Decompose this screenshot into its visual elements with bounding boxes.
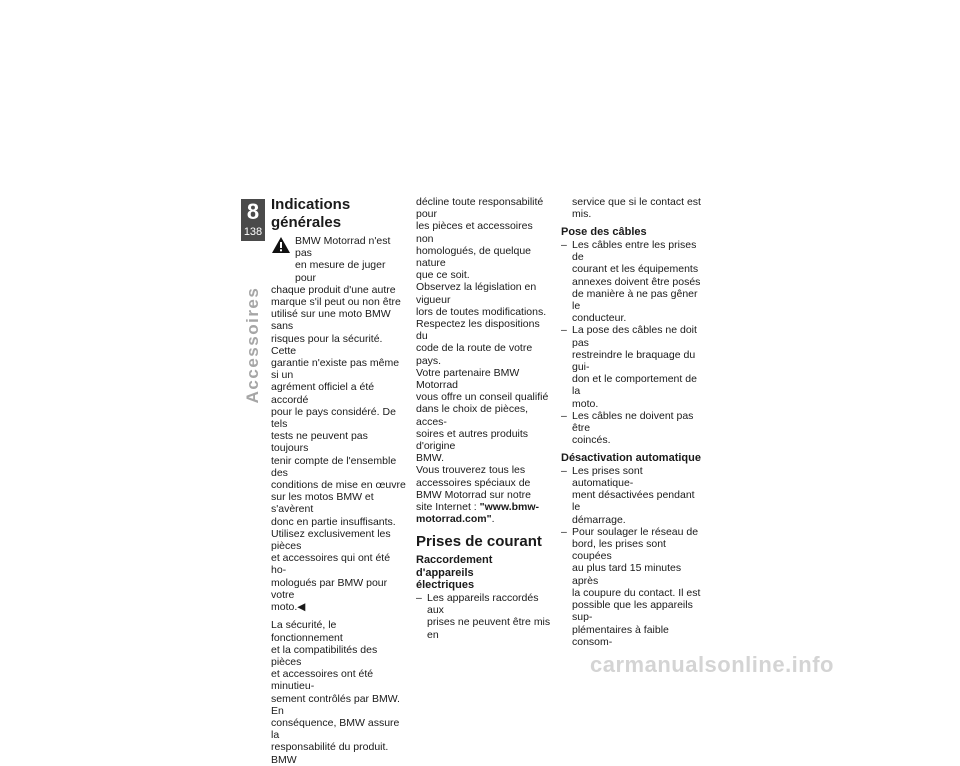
paragraph-2: La sécurité, le fonctionnement et la compatibilités des pièces et accessoires ont été minutieu- sement contrôlés par BMW. En conséquence, BMW assure la responsabilité du produit. BMW [271,619,400,766]
page-number: 138 [243,226,263,238]
warning-triangle-icon [271,235,295,284]
section-label: Accessoires [243,286,262,404]
list-item: – Les câbles ne doivent pas être coincés. [561,410,701,447]
watermark: carmanualsonline.info [590,652,834,677]
website-link: "www.bmw- [479,501,540,514]
paragraph-3: décline toute responsabilité pour les pièces et accessoires non homologués, de quelque nature que ce soit. Observez la législation en vigueur lors de toutes modifications. Respectez les dispositions du code de la route de votre pays. Votre partenaire BMW Motorrad vous offre un conseil qualifié dans le choix de pièces, acces- soires et autres produits d'origine BMW. Vous trouverez tous les accessoires spéciaux de BMW Motorrad sur notre site Internet : "www.bmw- motorrad.com". [416,196,549,526]
warning-block [271,235,407,284]
heading-cable-routing: Pose des câbles [561,226,647,239]
paragraph-1: chaque produit d'une autre marque s'il peut ou non être utilisé sur une moto BMW sans risques pour la sécurité. Cette garantie n'existe pas même si un agrément officiel a été accordé pour le pays considéré. De tels tests ne peuvent pas toujours tenir compte de l'ensemble des conditions de mise en œuvre sur les motos BMW et s'avèrent donc en partie insuffisants. Utilisez exclusivement les pièces et accessoires qui ont été ho- mologués par BMW pour votre moto.◀ [271,283,406,614]
heading-general: Indications générales [271,196,351,231]
warning-text: BMW Motorrad n'est pas en mesure de juger pour [295,235,391,284]
list-item: – La pose des câbles ne doit pas restreindre le braquage du gui- don et le comportement de la moto. [561,324,701,409]
list-item-continued: service que si le contact est mis. [572,196,701,221]
website-link-cont: motorrad.com" [416,513,492,526]
subheading-connection: Raccordement d'appareils électriques [416,554,493,592]
chapter-number: 8 [246,199,260,224]
list-item: – Les câbles entre les prises de courant et les équipements annexes doivent être posés de manière à ne pas gêner le conducteur. [561,239,701,324]
heading-auto-shutoff: Désactivation automatique [561,452,701,465]
column-1 [271,196,407,766]
column-3 [561,196,701,648]
column-2 [416,196,552,641]
list-item: – Pour soulager le réseau de bord, les prises sont coupées au plus tard 15 minutes après la coupure du contact. Il est possible que les appareils sup- plémentaires à faible consom- [561,526,701,648]
list-item: – Les appareils raccordés aux prises ne peuvent être mis en [416,592,552,641]
heading-power-sockets: Prises de courant [416,533,542,551]
list-item: – Les prises sont automatique- ment désactivées pendant le démarrage. [561,465,701,526]
